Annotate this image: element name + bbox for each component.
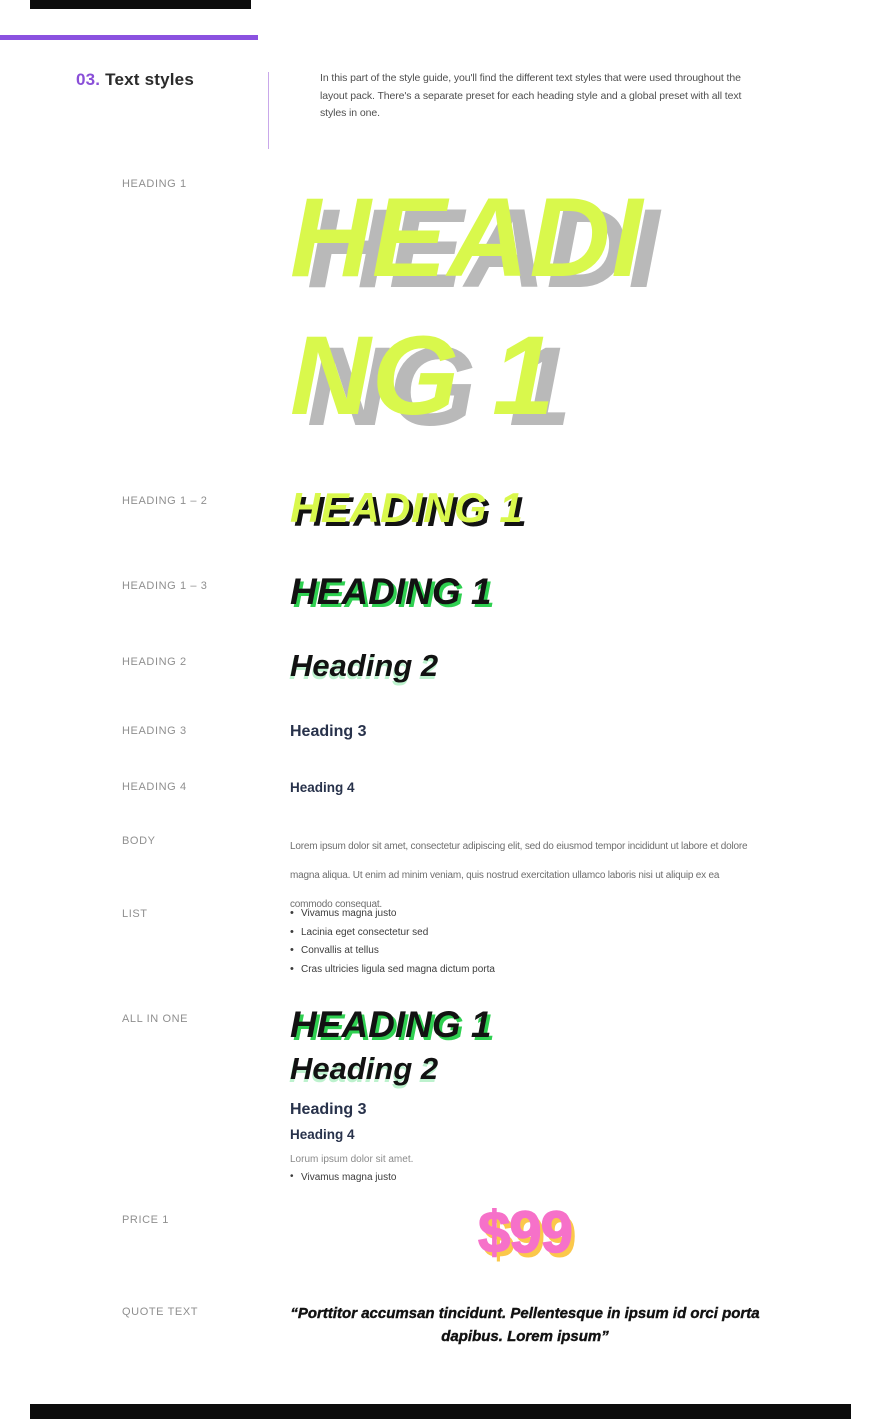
aio-body-text: Lorum ipsum dolor sit amet.	[290, 1154, 414, 1165]
section-description: In this part of the style guide, you'll find the different text styles that were used throughout the layout pack. There's a separate preset for each heading style and a global preset with all text styles in one.	[320, 72, 742, 119]
heading1-3-sample: HEADING 1	[290, 571, 492, 612]
list-sample	[290, 908, 768, 982]
price-sample: $99	[478, 1200, 572, 1265]
all-in-one-sample	[290, 1004, 768, 1183]
row-quote	[0, 1304, 880, 1348]
body-text-sample: Lorem ipsum dolor sit amet, consectetur adipiscing elit, sed do eiusmod tempor incididunt ut labore et dolore magna aliqua. Ut enim ad minim veniam, quis nostrud exercitation ullamco laboris nisi ut aliquip ex ea commodo consequat.	[290, 841, 748, 910]
aio-list-item: • Vivamus magna justo	[290, 1172, 768, 1183]
heading1-line2: NG 1	[290, 313, 556, 438]
quote-sample: “Porttitor accumsan tincidunt. Pellentesque in ipsum id orci porta dapibus. Lorem ipsum”	[290, 1305, 760, 1345]
list-item: • Cras ultricies ligula sed magna dictum porta	[290, 964, 768, 975]
dark-section-edge-top	[30, 0, 251, 9]
heading4-sample: Heading 4	[290, 780, 355, 795]
row-label: HEADING 2	[122, 656, 187, 668]
row-label: HEADING 3	[122, 725, 187, 737]
purple-accent-line	[0, 35, 258, 40]
heading1-sample	[290, 169, 768, 445]
row-all-in-one	[0, 1004, 880, 1183]
section-header	[76, 70, 758, 149]
row-label: QUOTE TEXT	[122, 1306, 199, 1318]
aio-heading3: Heading 3	[290, 1101, 367, 1118]
row-label: HEADING 1	[122, 178, 187, 190]
row-label: ALL IN ONE	[122, 1013, 189, 1025]
list-item: • Convallis at tellus	[290, 945, 768, 956]
vertical-divider	[268, 72, 269, 149]
row-heading2	[0, 648, 880, 684]
aio-heading2: Heading 2	[290, 1051, 439, 1086]
heading1-2-sample: HEADING 1	[290, 484, 524, 531]
row-heading1	[0, 176, 880, 445]
row-label: HEADING 1 – 2	[122, 495, 208, 507]
row-label: BODY	[122, 835, 156, 847]
list-item: • Vivamus magna justo	[290, 908, 768, 919]
heading3-sample: Heading 3	[290, 723, 367, 740]
section-title-text: Text styles	[105, 70, 194, 89]
list-item: • Lacinia eget consectetur sed	[290, 927, 768, 938]
row-price	[0, 1200, 880, 1266]
row-list	[0, 906, 880, 982]
row-label: HEADING 1 – 3	[122, 580, 208, 592]
heading1-line1: HEADI	[290, 175, 644, 300]
dark-section-edge-bottom	[30, 1404, 851, 1419]
row-heading1-3	[0, 571, 880, 613]
row-heading1-2	[0, 484, 880, 532]
aio-heading4: Heading 4	[290, 1127, 355, 1142]
row-label: HEADING 4	[122, 781, 187, 793]
row-heading3	[0, 723, 880, 741]
section-number: 03.	[76, 70, 101, 89]
row-label: LIST	[122, 908, 148, 920]
row-heading4	[0, 779, 880, 795]
heading2-sample: Heading 2	[290, 648, 439, 683]
section-title	[76, 70, 268, 90]
row-label: PRICE 1	[122, 1214, 169, 1226]
aio-heading1: HEADING 1	[290, 1004, 492, 1045]
